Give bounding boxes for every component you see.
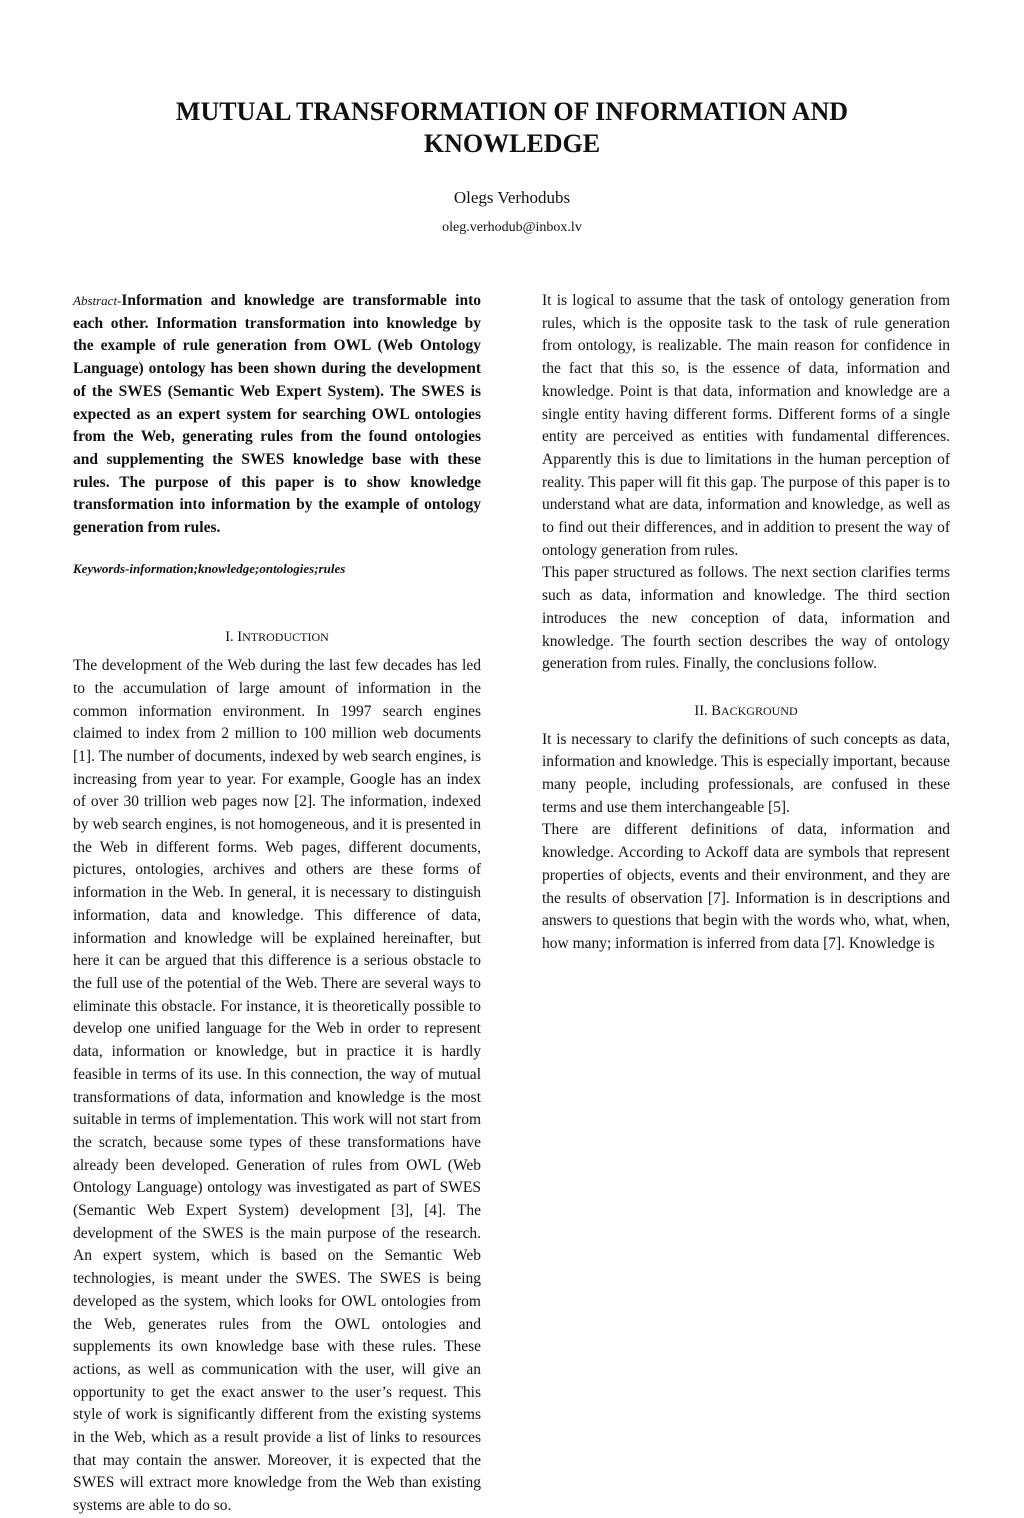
abstract (73, 290, 481, 540)
background-paragraph-2: There are different definitions of data, information and knowledge. According to Ackoff data are symbols that represent properties of objects, events and their environment, and they are the results of observation [7]. Information is in descriptions and answers to questions that begin with the words who, what, when, how many; information is inferred from data [7]. Knowledge is (542, 821, 950, 952)
section-heading-introduction (73, 626, 481, 649)
background-paragraph-1: It is necessary to clarify the definitions of such concepts as data, information and knowledge. This is especially important, because many people, including professionals, are confused in these terms and use them interchangeable [5]. (542, 730, 950, 816)
section-number: II. B (694, 702, 721, 719)
section-title: NTRODUCTION (242, 630, 329, 645)
left-column (73, 290, 481, 1515)
section-heading-background (542, 700, 950, 723)
intro-paragraph-1: The development of the Web during the last few decades has led to the accumulation of large amount of information in the common information environment. In 1997 search engines claimed to index from 2 million to 100 million web documents [1]. The number of documents, indexed by web search engines, is increasing from year to year. For example, Google has an index of over 30 trillion web pages now [2]. The information, indexed by web search engines, is not homogeneous, and it is presented in the Web in different forms. Web pages, different documents, pictures, ontologies, archives and others are these forms of information in the Web. In general, it is necessary to distinguish information, data and knowledge. This difference of data, information and knowledge will be explained hereinafter, but here it can be argued that this difference is a serious obstacle to the full use of the potential of the Web. There are several ways to eliminate this obstacle. For instance, it is theoretically possible to develop one unified language for the Web in order to represent data, information or knowledge, but in practice it is hardly feasible in terms of its use. In this connection, the way of mutual transformations of data, information and knowledge is the most suitable in terms of implementation. This work will not start from the scratch, because some types of these transformations have already been developed. Generation of rules from OWL (Web Ontology Language) ontology was investigated as part of SWES (Semantic Web Expert System) development [3], [4]. The development of the SWES is the main purpose of the research. An expert system, which is based on the Semantic Web technologies, is meant under the SWES. The SWES is being developed as the system, which looks for OWL ontologies from the Web, generates rules from the OWL ontologies and supplements its own knowledge base with these rules. These actions, as well as communication with the user, will give an opportunity to get the exact answer to the user’s request. This style of work is significantly different from the existing systems in the Web, which as a result provide a list of links to resources that may contain the answer. Moreover, it is expected that the SWES will extract more knowledge from the Web than existing systems are able to do so. (73, 657, 481, 1515)
author-name: Olegs Verhodubs (453, 188, 571, 207)
abstract-label: Abstract- (73, 293, 122, 308)
keywords: Keywords-information;knowledge;ontologies;rules (73, 560, 346, 576)
section-number: I. I (225, 629, 243, 646)
section-title: ACKGROUND (720, 703, 798, 718)
right-column (542, 290, 950, 956)
intro-paragraph-3: This paper structured as follows. The next section clarifies terms such as data, information and knowledge. The third section introduces the new conception of data, information and knowledge. The fourth section describes the way of ontology generation from rules. Finally, the conclusions follow. (542, 564, 950, 673)
author-email: oleg.verhodub@inbox.lv (442, 220, 582, 235)
abstract-text: Information and knowledge are transformable into each other. Information transformation into knowledge by the example of rule generation from OWL (Web Ontology Language) ontology has been shown during the development of the SWES (Semantic Web Expert System). The SWES is expected as an expert system for searching OWL ontologies from the Web, generating rules from the found ontologies and supplementing the SWES knowledge base with these rules. The purpose of this paper is to show knowledge transformation into information by the example of ontology generation from rules. (73, 292, 481, 537)
intro-paragraph-2: It is logical to assume that the task of ontology generation from rules, which is the opposite task to the task of rule generation from ontology, is realizable. The main reason for confidence in the fact that this so, is the essence of data, information and knowledge. Point is that data, information and knowledge are a single entity having different forms. Different forms of a single entity are perceived as entities with fundamental differences. Apparently this is due to limitations in the human perception of reality. This paper will fit this gap. The purpose of this paper is to understand what are data, information and knowledge, as well as to find out their differences, and in addition to present the way of ontology generation from rules. (542, 292, 950, 559)
paper-title: MUTUAL TRANSFORMATION OF INFORMATION AND KNOWLEDGE (175, 97, 849, 158)
